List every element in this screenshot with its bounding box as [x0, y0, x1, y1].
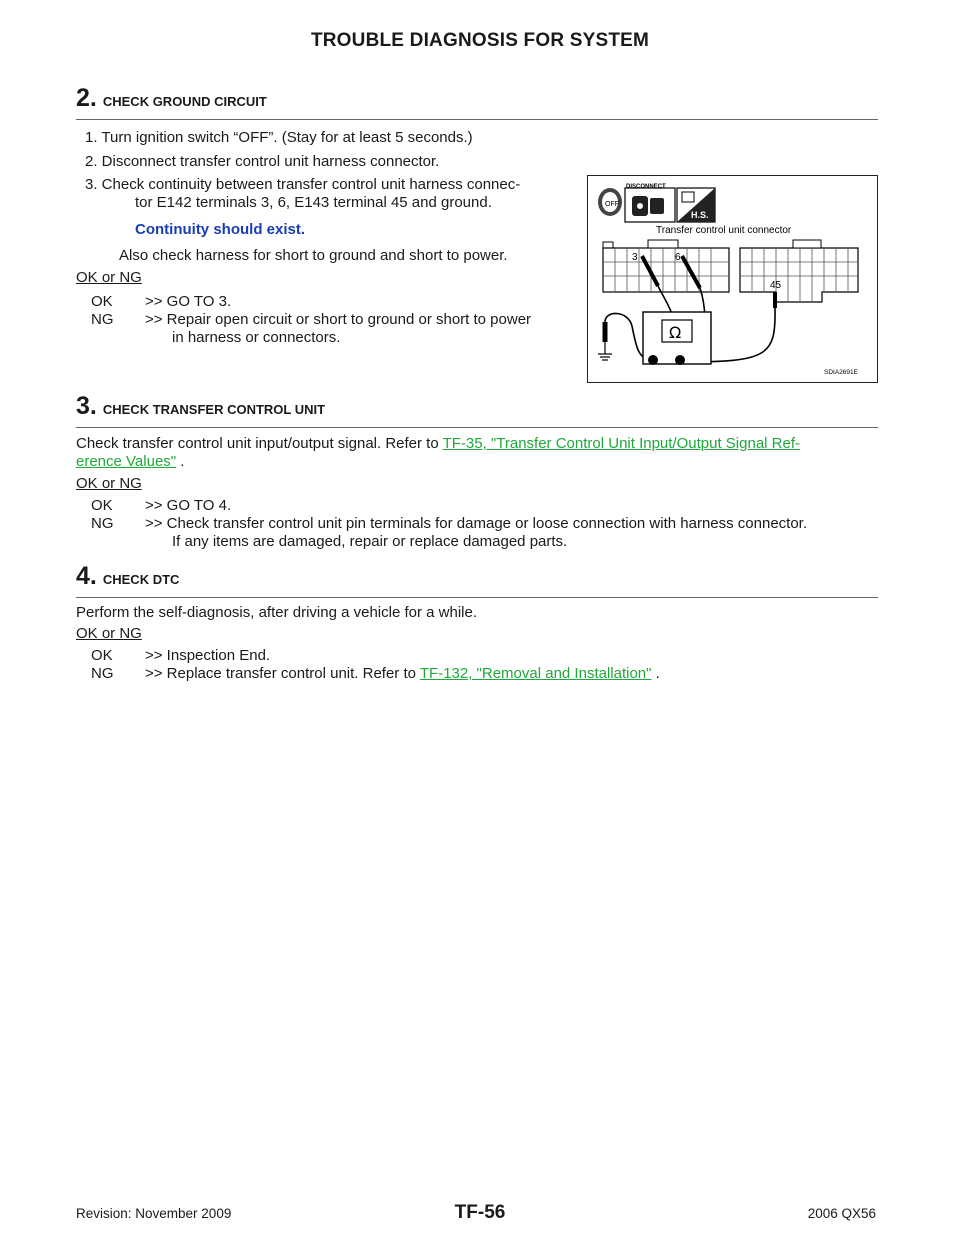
- diagram-svg: [588, 176, 877, 382]
- step-number: 4.: [76, 562, 97, 590]
- result-value: >> Inspection End.: [145, 647, 271, 664]
- result-value: >> GO TO 4.: [145, 497, 232, 514]
- ng-after: .: [651, 665, 660, 682]
- result-key: NG: [91, 515, 114, 532]
- ohm-symbol: Ω: [669, 323, 682, 342]
- ref-link-tf-132[interactable]: TF-132, "Removal and Installation": [419, 665, 652, 682]
- pin-45-label: 45: [770, 280, 782, 291]
- result-ok: [91, 646, 270, 665]
- ok-or-ng-label: OK or NG: [76, 269, 142, 286]
- connector-e143: [740, 240, 858, 302]
- result-ng: [91, 514, 807, 533]
- connector-e142: [603, 240, 729, 292]
- hs-label: H.S.: [691, 210, 709, 220]
- footer-page-number: TF-56: [454, 1202, 506, 1223]
- step4-text: Perform the self-diagnosis, after driving a vehicle for a while.: [76, 604, 478, 621]
- ground-icon: [598, 342, 612, 360]
- result-ng-cont: in harness or connectors.: [172, 329, 341, 346]
- pin-6-label: 6: [675, 252, 681, 263]
- result-key: NG: [91, 311, 114, 328]
- step-title: CHECK DTC: [102, 572, 180, 587]
- step-title: CHECK GROUND CIRCUIT: [102, 94, 267, 109]
- step2-also-check: Also check harness for short to ground and short to power.: [119, 247, 508, 264]
- ref-link-tf-35-cont[interactable]: erence Values": [76, 453, 177, 470]
- connector-label: Transfer control unit connector: [656, 225, 792, 236]
- pin-3-label: 3: [632, 252, 638, 263]
- harness-side-icon: [677, 188, 715, 222]
- step3-after: .: [176, 453, 185, 470]
- step3-text-cont: [76, 452, 184, 471]
- step3-text: [76, 434, 800, 453]
- result-key: OK: [91, 647, 113, 664]
- footer-revision: Revision: November 2009: [76, 1206, 232, 1221]
- ok-or-ng-label: OK or NG: [76, 475, 142, 492]
- disconnect-label: DISCONNECT: [626, 184, 666, 190]
- step-3-heading: [76, 392, 878, 428]
- footer-model: 2006 QX56: [807, 1206, 876, 1221]
- result-value: >> Check transfer control unit pin terminals for damage or loose connection with harness connector.: [145, 515, 808, 532]
- figure-code: SDIA2691E: [824, 369, 858, 376]
- disconnect-icon: [625, 184, 675, 222]
- step2-item-1: 1. Turn ignition switch “OFF”. (Stay for at least 5 seconds.): [85, 129, 473, 146]
- result-ng: [91, 310, 531, 329]
- result-ng-cont: If any items are damaged, repair or replace damaged parts.: [172, 533, 568, 550]
- page-title: TROUBLE DIAGNOSIS FOR SYSTEM: [310, 30, 650, 51]
- result-value: >> GO TO 3.: [145, 293, 232, 310]
- step-4-heading: [76, 562, 878, 598]
- result-key: NG: [91, 665, 114, 682]
- step-title: CHECK TRANSFER CONTROL UNIT: [102, 402, 326, 417]
- ref-link-tf-35[interactable]: TF-35, "Transfer Control Unit Input/Output Signal Ref-: [442, 435, 801, 452]
- result-value: >> Replace transfer control unit. Refer to: [145, 665, 420, 682]
- spec-continuity: Continuity should exist.: [135, 221, 306, 238]
- key-off-icon: [598, 188, 622, 216]
- result-value: >> Repair open circuit or short to ground or short to power: [145, 311, 532, 328]
- step-2-heading: [76, 84, 878, 120]
- step-number: 2.: [76, 84, 97, 112]
- ok-or-ng-label: OK or NG: [76, 625, 142, 642]
- connector-diagram: [587, 175, 878, 383]
- step-number: 3.: [76, 392, 97, 420]
- result-key: OK: [91, 293, 113, 310]
- step3-lead: Check transfer control unit input/output signal. Refer to: [76, 435, 443, 452]
- step2-item-3-cont: tor E142 terminals 3, 6, E143 terminal 45 and ground.: [135, 194, 492, 211]
- result-ok: [91, 292, 231, 311]
- step2-item-2: 2. Disconnect transfer control unit harness connector.: [85, 153, 440, 170]
- off-label: OFF: [605, 201, 619, 208]
- ohmmeter-icon: [643, 312, 711, 365]
- step2-item-3: 3. Check continuity between transfer control unit harness connec-: [85, 176, 521, 193]
- result-ok: [91, 496, 231, 515]
- result-ng: [91, 664, 660, 683]
- result-key: OK: [91, 497, 113, 514]
